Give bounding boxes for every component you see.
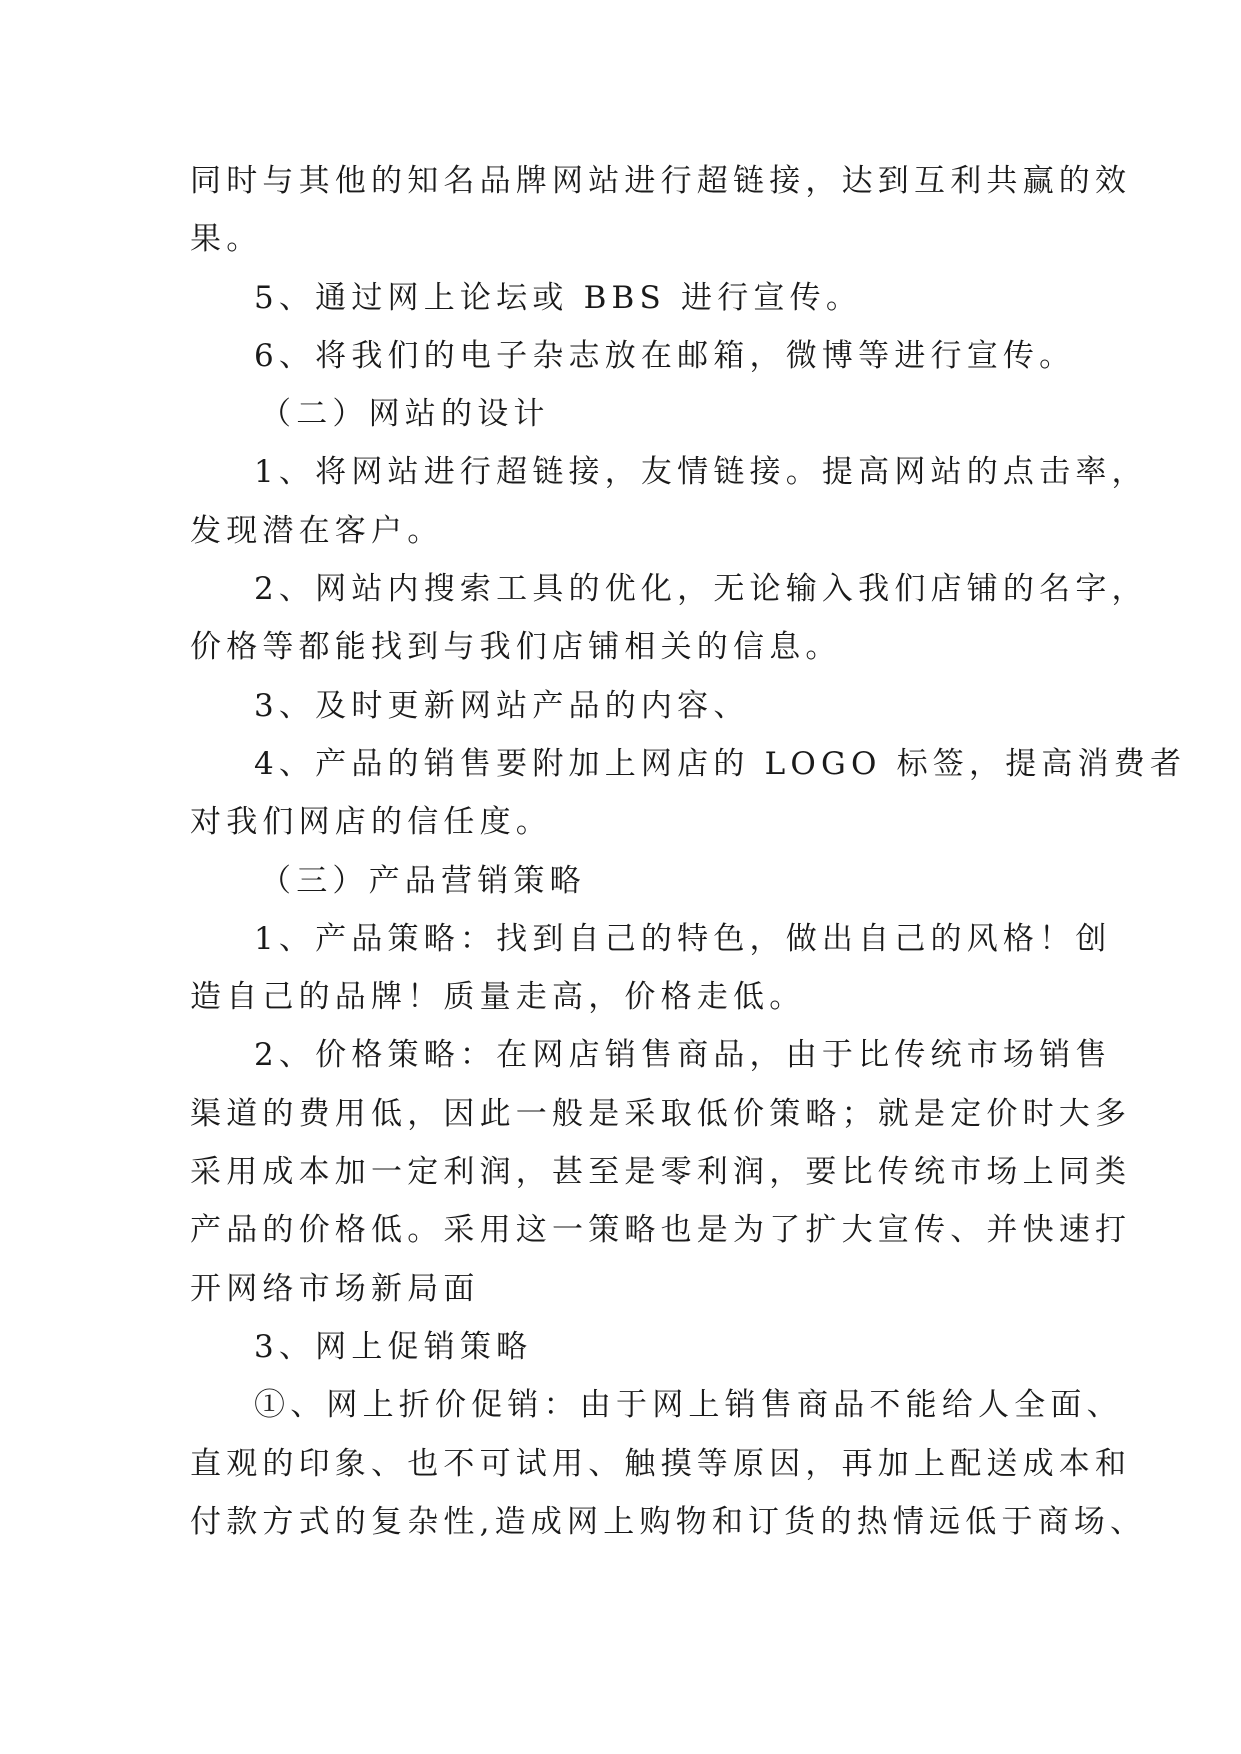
section-heading: （三）产品营销策略 [260, 862, 586, 899]
text-line: 付款方式的复杂性,造成网上购物和订货的热情远低于商场、 [190, 1503, 1147, 1540]
list-item: 1、产品策略：找到自己的特色，做出自己的风格！创 [254, 920, 1112, 957]
list-item: 4、产品的销售要附加上网店的 LOGO 标签，提高消费者 [254, 745, 1187, 782]
text-line: 价格等都能找到与我们店铺相关的信息。 [190, 629, 842, 666]
text-line: 直观的印象、也不可试用、触摸等原因，再加上配送成本和 [190, 1445, 1132, 1482]
text-line: 渠道的费用低，因此一般是采取低价策略；就是定价时大多 [190, 1095, 1132, 1132]
list-item: 1、将网站进行超链接，友情链接。提高网站的点击率， [254, 454, 1148, 491]
section-heading: （二）网站的设计 [260, 396, 550, 433]
text-line: 产品的价格低。采用这一策略也是为了扩大宣传、并快速打 [190, 1212, 1132, 1249]
text-line: 发现潜在客户。 [190, 512, 444, 549]
list-item: 2、网站内搜索工具的优化，无论输入我们店铺的名字， [254, 571, 1148, 608]
list-item: 3、网上促销策略 [254, 1328, 533, 1365]
list-item: ①、网上折价促销：由于网上销售商品不能给人全面、 [254, 1387, 1123, 1424]
text-line: 对我们网店的信任度。 [190, 804, 552, 841]
document-body [190, 152, 1187, 1551]
list-item: 5、通过网上论坛或 BBS 进行宣传。 [254, 279, 863, 316]
list-item: 6、将我们的电子杂志放在邮箱，微博等进行宣传。 [254, 337, 1076, 374]
text-line: 果。 [190, 221, 263, 258]
text-line: 造自己的品牌！质量走高，价格走低。 [190, 979, 806, 1016]
text-line: 开网络市场新局面 [190, 1270, 480, 1307]
list-item: 3、及时更新网站产品的内容、 [254, 687, 750, 724]
text-line: 同时与其他的知名品牌网站进行超链接，达到互利共赢的效 [190, 163, 1132, 199]
list-item: 2、价格策略：在网店销售商品，由于比传统市场销售 [254, 1037, 1112, 1074]
text-line: 采用成本加一定利润，甚至是零利润，要比传统市场上同类 [190, 1154, 1132, 1191]
